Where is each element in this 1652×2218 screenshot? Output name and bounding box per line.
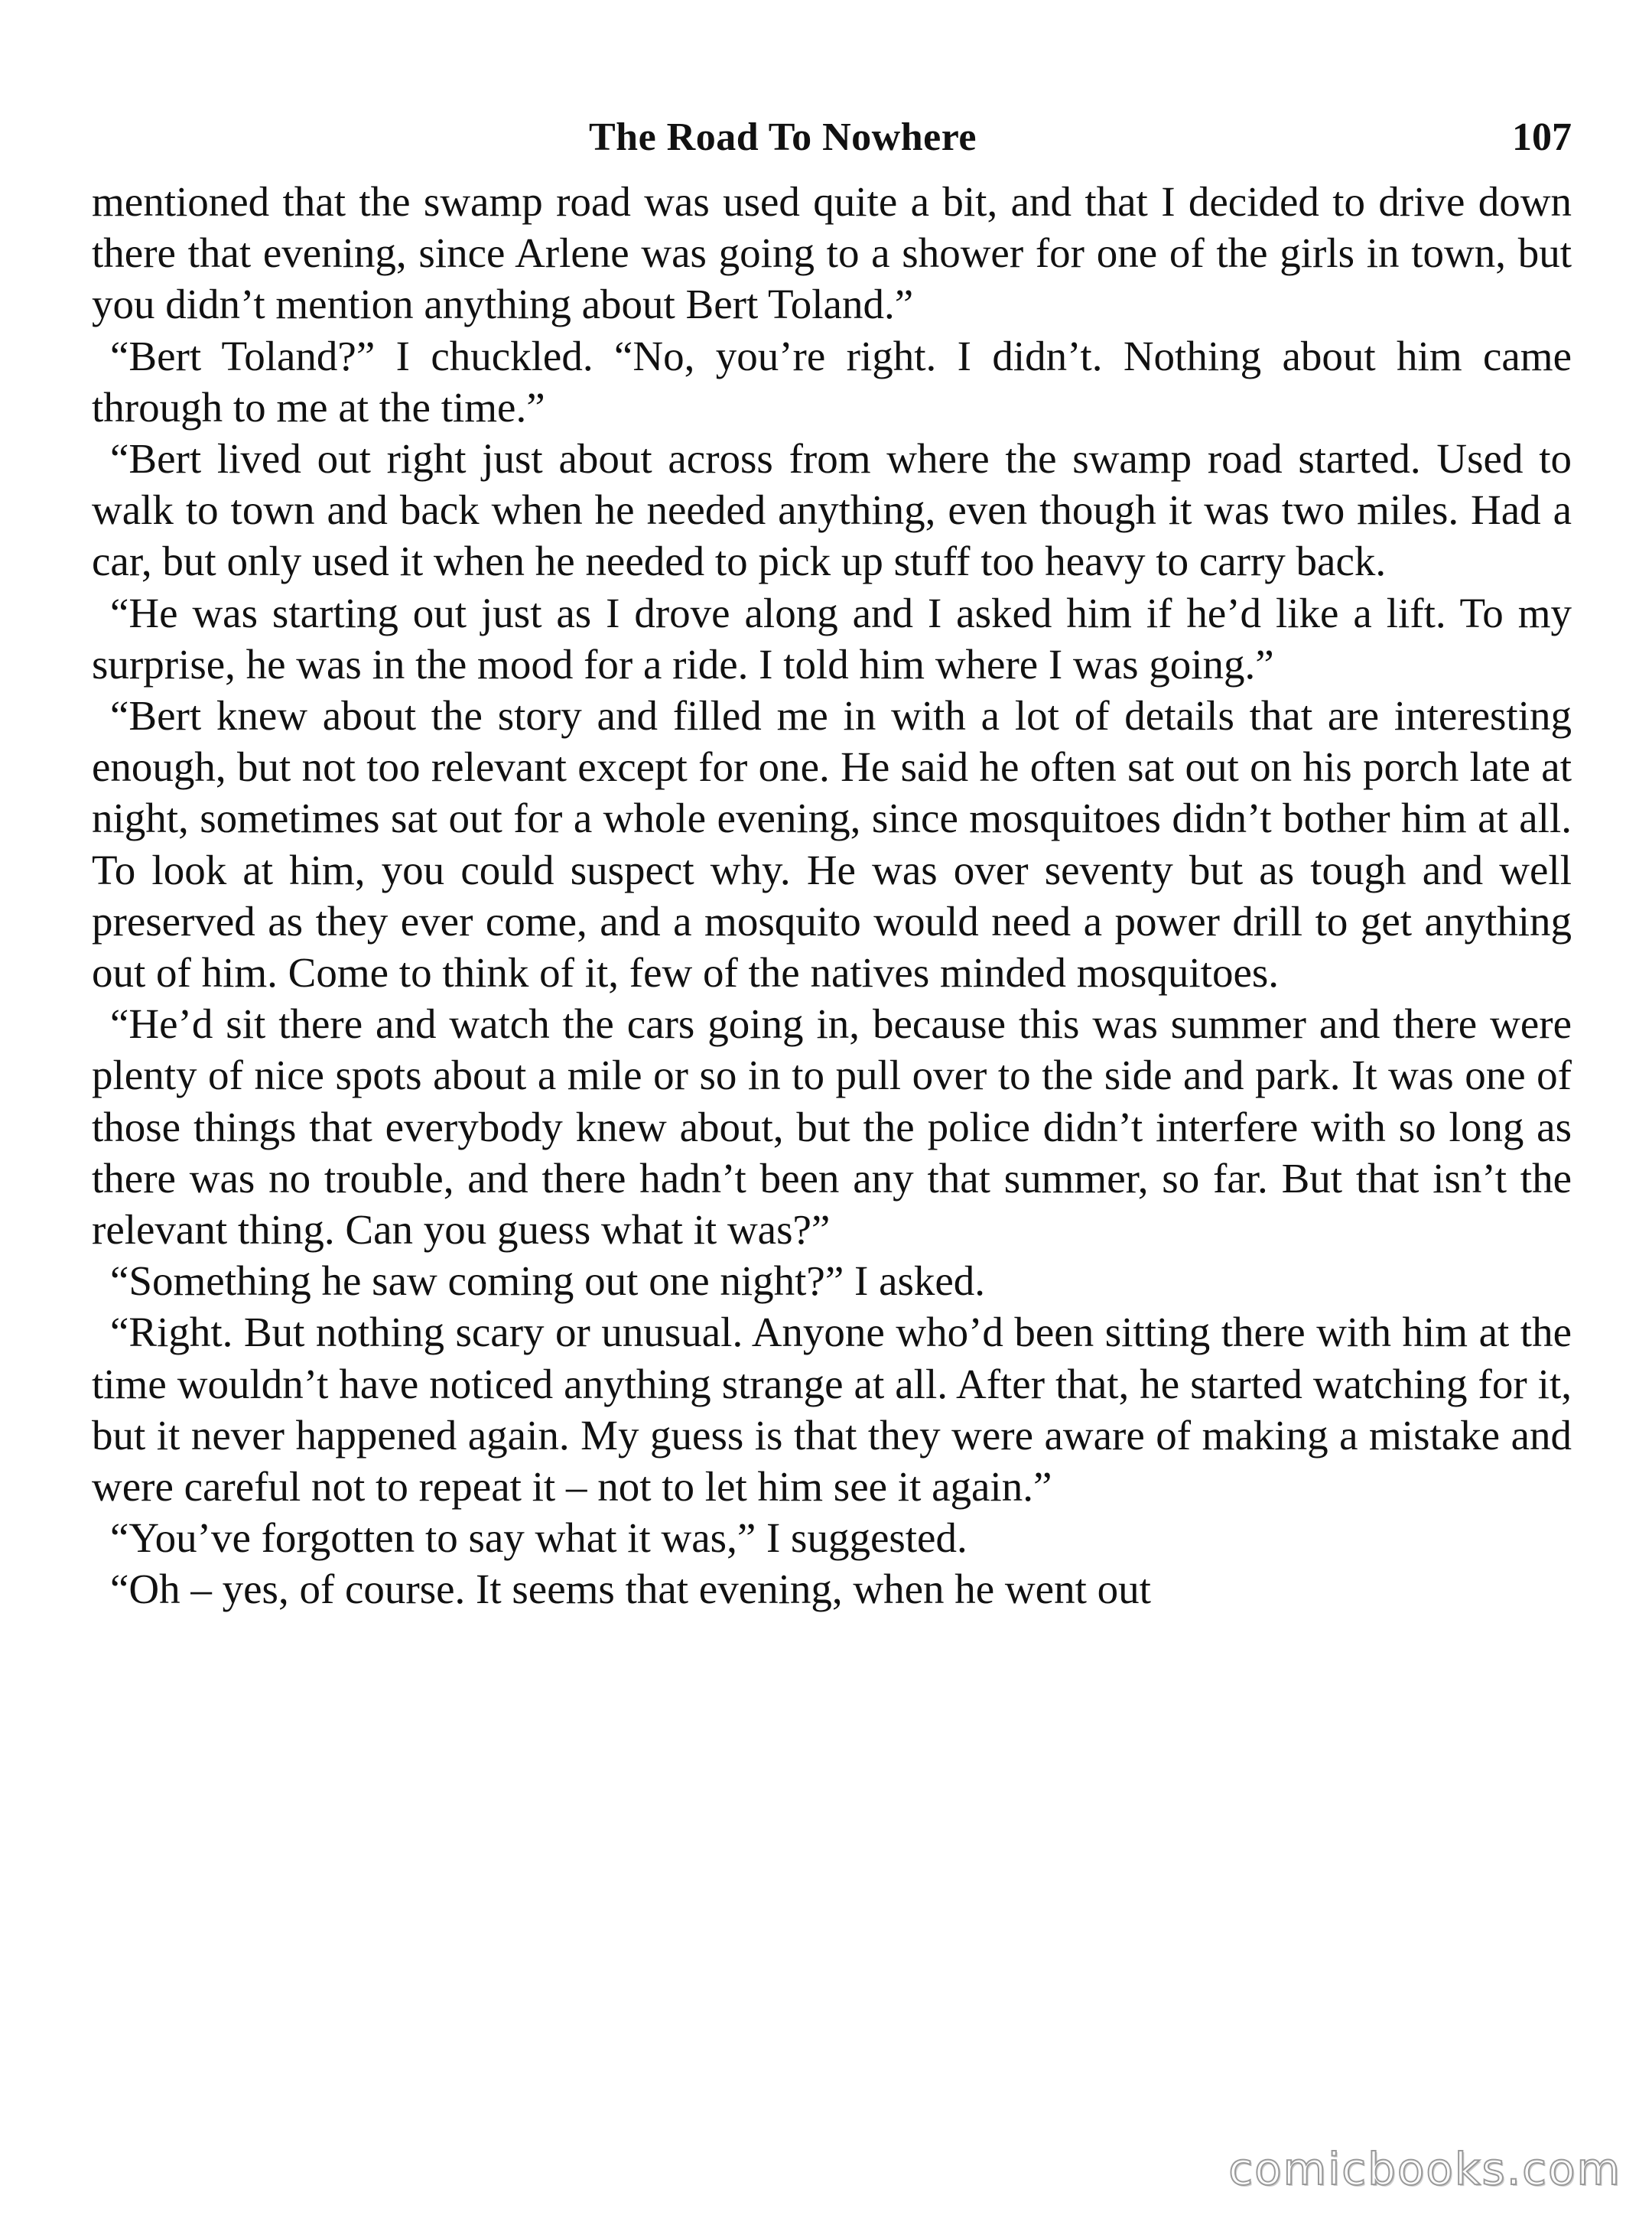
paragraph-7: “Something he saw coming out one night?” I asked. <box>110 1257 986 1305</box>
book-page <box>92 115 1572 1615</box>
paragraph-1: mentioned that the swamp road was used quite a bit, and that I decided to drive down there that evening, since Arlene was going to a shower for one of the girls in town, but you didn’t mention anything about Bert Toland.” <box>92 178 1572 328</box>
paragraph-9: “You’ve forgotten to say what it was,” I suggested. <box>110 1514 967 1562</box>
running-head <box>92 115 1572 176</box>
body-text <box>92 176 1572 1615</box>
paragraph-10: “Oh – yes, of course. It seems that evening, when he went out <box>110 1566 1151 1613</box>
paragraph-4: “He was starting out just as I drove along and I asked him if he’d like a lift. To my surprise, he was in the mood for a ride. I told him where I was going.” <box>92 589 1572 688</box>
paragraph-8: “Right. But nothing scary or unusual. Anyone who’d been sitting there with him at the time wouldn’t have noticed anything strange at all. After that, he started watching for it, but it never happened again. My guess is that they were aware of making a mistake and were careful not to repeat it – not to let him see it again.” <box>92 1309 1572 1511</box>
watermark-logo: comicbooks.com <box>1228 2143 1621 2195</box>
paragraph-6: “He’d sit there and watch the cars going in, because this was summer and there were plenty of nice spots about a mile or so in to pull over to the side and park. It was one of those things that everybody knew about, but the police didn’t interfere with so long as there was no trouble, and there hadn’t been any that summer, so far. But that isn’t the relevant thing. Can you guess what it was?” <box>92 1000 1572 1254</box>
running-title: The Road To Nowhere <box>589 115 977 159</box>
paragraph-2: “Bert Toland?” I chuckled. “No, you’re right. I didn’t. Nothing about him came through to me at the time.” <box>92 332 1572 431</box>
paragraph-3: “Bert lived out right just about across from where the swamp road started. Used to walk to town and back when he needed anything, even though it was two miles. Had a car, but only used it when he needed to pick up stuff too heavy to carry back. <box>92 435 1572 585</box>
paragraph-5: “Bert knew about the story and filled me in with a lot of details that are interesting enough, but not too relevant except for one. He said he often sat out on his porch late at night, sometimes sat out for a whole evening, since mosquitoes didn’t bother him at all. To look at him, you could suspect why. He was over seventy but as tough and well preserved as they ever come, and a mosquito would need a power drill to get anything out of him. Come to think of it, few of the natives minded mosquitoes. <box>92 692 1572 997</box>
page-number: 107 <box>1512 115 1572 159</box>
